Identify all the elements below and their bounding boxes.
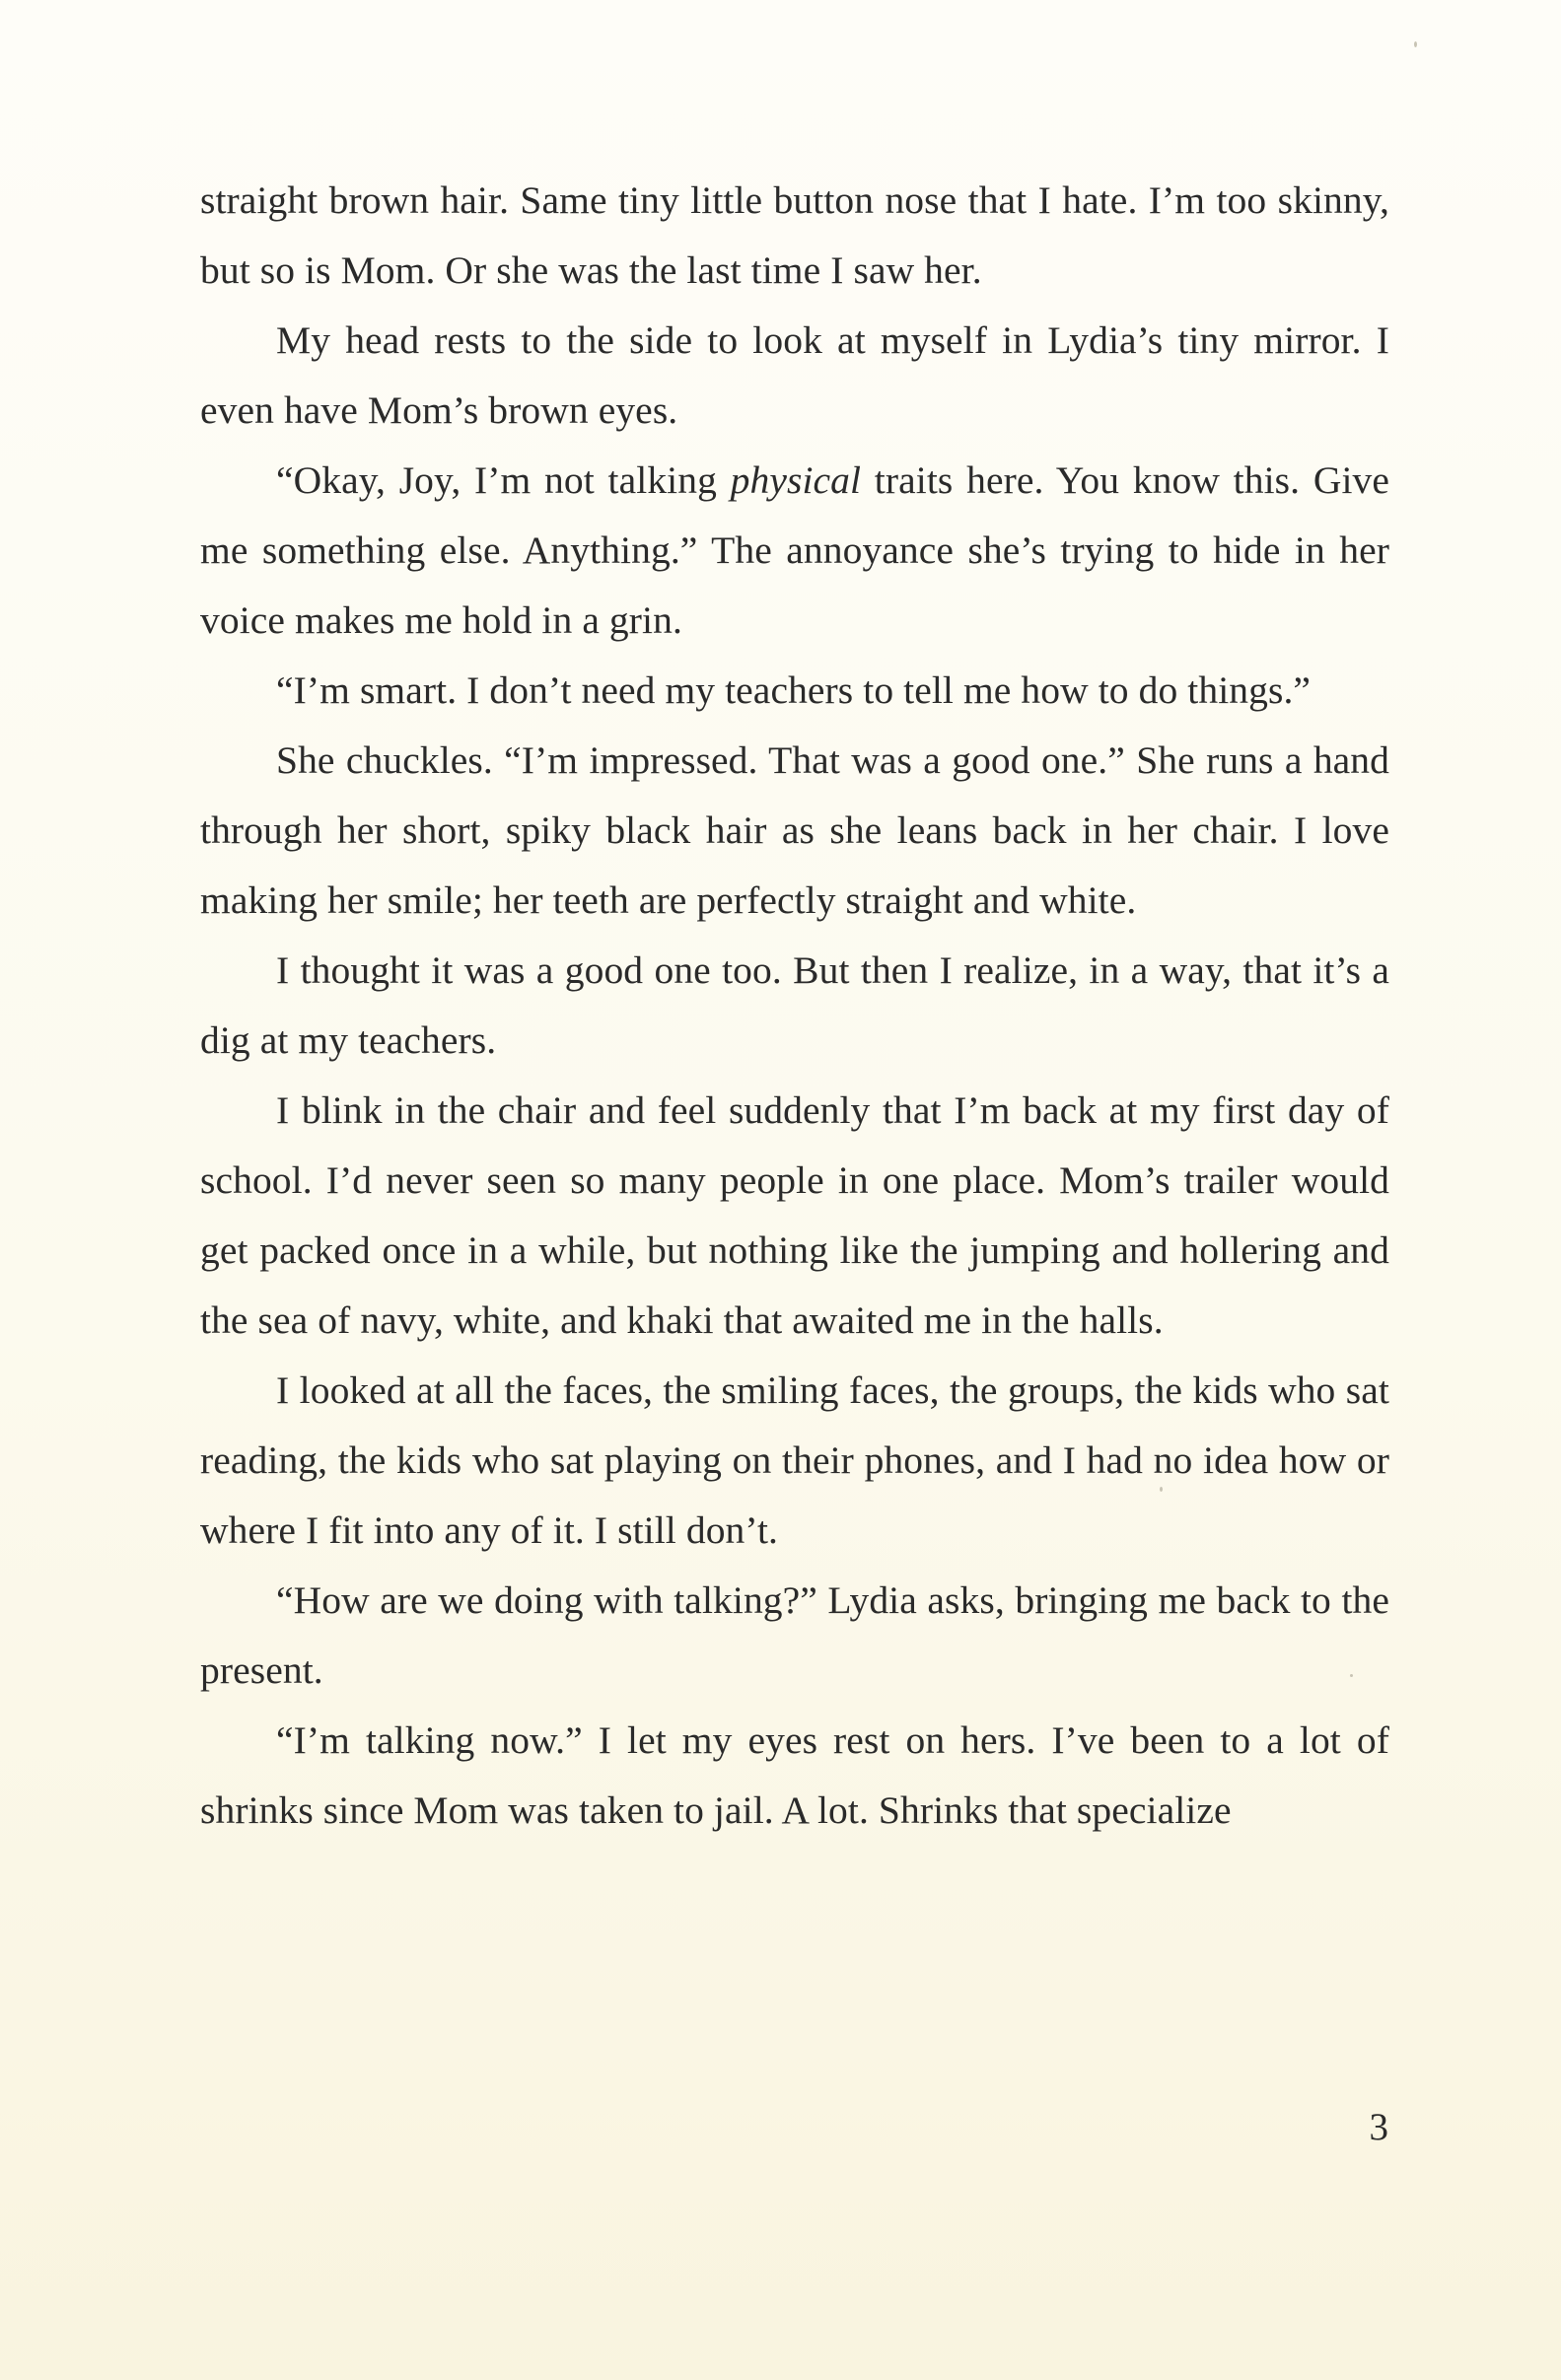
paragraph-text: “I’m smart. I don’t need my teachers to tell me how to do things.”: [276, 668, 1312, 712]
paragraph-text: I blink in the chair and feel suddenly that I’m back at my first day of school. I’d never seen so many people in one place. Mom’s trailer would get packed once in a while, but nothing like the jumping and hollering and the sea of navy, white, and khaki that awaited me in the halls.: [200, 1088, 1389, 1342]
paragraph-text: “Okay, Joy, I’m not talking: [276, 458, 731, 502]
paragraph-text: “I’m talking now.” I let my eyes rest on hers. I’ve been to a lot of shrinks since Mom was taken to jail. A lot. Shrinks that specialize: [200, 1718, 1389, 1832]
paragraph: [200, 306, 1389, 446]
paragraph: [200, 1076, 1389, 1356]
paragraph-text: She chuckles. “I’m impressed. That was a good one.” She runs a hand through her short, spiky black hair as she leans back in her chair. I love making her smile; her teeth are perfectly straight and white.: [200, 738, 1389, 922]
paragraph-text: “How are we doing with talking?” Lydia asks, bringing me back to the present.: [200, 1578, 1389, 1692]
paragraph: [200, 1706, 1389, 1846]
page-number: 3: [1369, 2106, 1388, 2148]
paragraph-text: traits here. You know this. Give me something else. Anything.” The annoyance she’s trying to hide in her voice makes me hold in a grin.: [200, 458, 1389, 642]
body-text: [200, 166, 1389, 1846]
paragraph-text: I looked at all the faces, the smiling faces, the groups, the kids who sat reading, the kids who sat playing on their phones, and I had no idea how or where I fit into any of it. I still don’t.: [200, 1368, 1389, 1552]
paragraph: [200, 166, 1389, 306]
paragraph: [200, 1566, 1389, 1706]
italic-text: physical: [730, 458, 862, 502]
paragraph-text: straight brown hair. Same tiny little button nose that I hate. I’m too skinny, but so is Mom. Or she was the last time I saw her.: [200, 178, 1389, 292]
paragraph: [200, 726, 1389, 936]
paragraph: [200, 936, 1389, 1076]
paragraph: [200, 446, 1389, 656]
paragraph-text: My head rests to the side to look at myself in Lydia’s tiny mirror. I even have Mom’s brown eyes.: [200, 318, 1389, 432]
paragraph: [200, 656, 1389, 726]
paragraph-text: I thought it was a good one too. But then I realize, in a way, that it’s a dig at my teachers.: [200, 948, 1389, 1062]
paragraph: [200, 1356, 1389, 1566]
paper-speck: [1414, 41, 1417, 47]
